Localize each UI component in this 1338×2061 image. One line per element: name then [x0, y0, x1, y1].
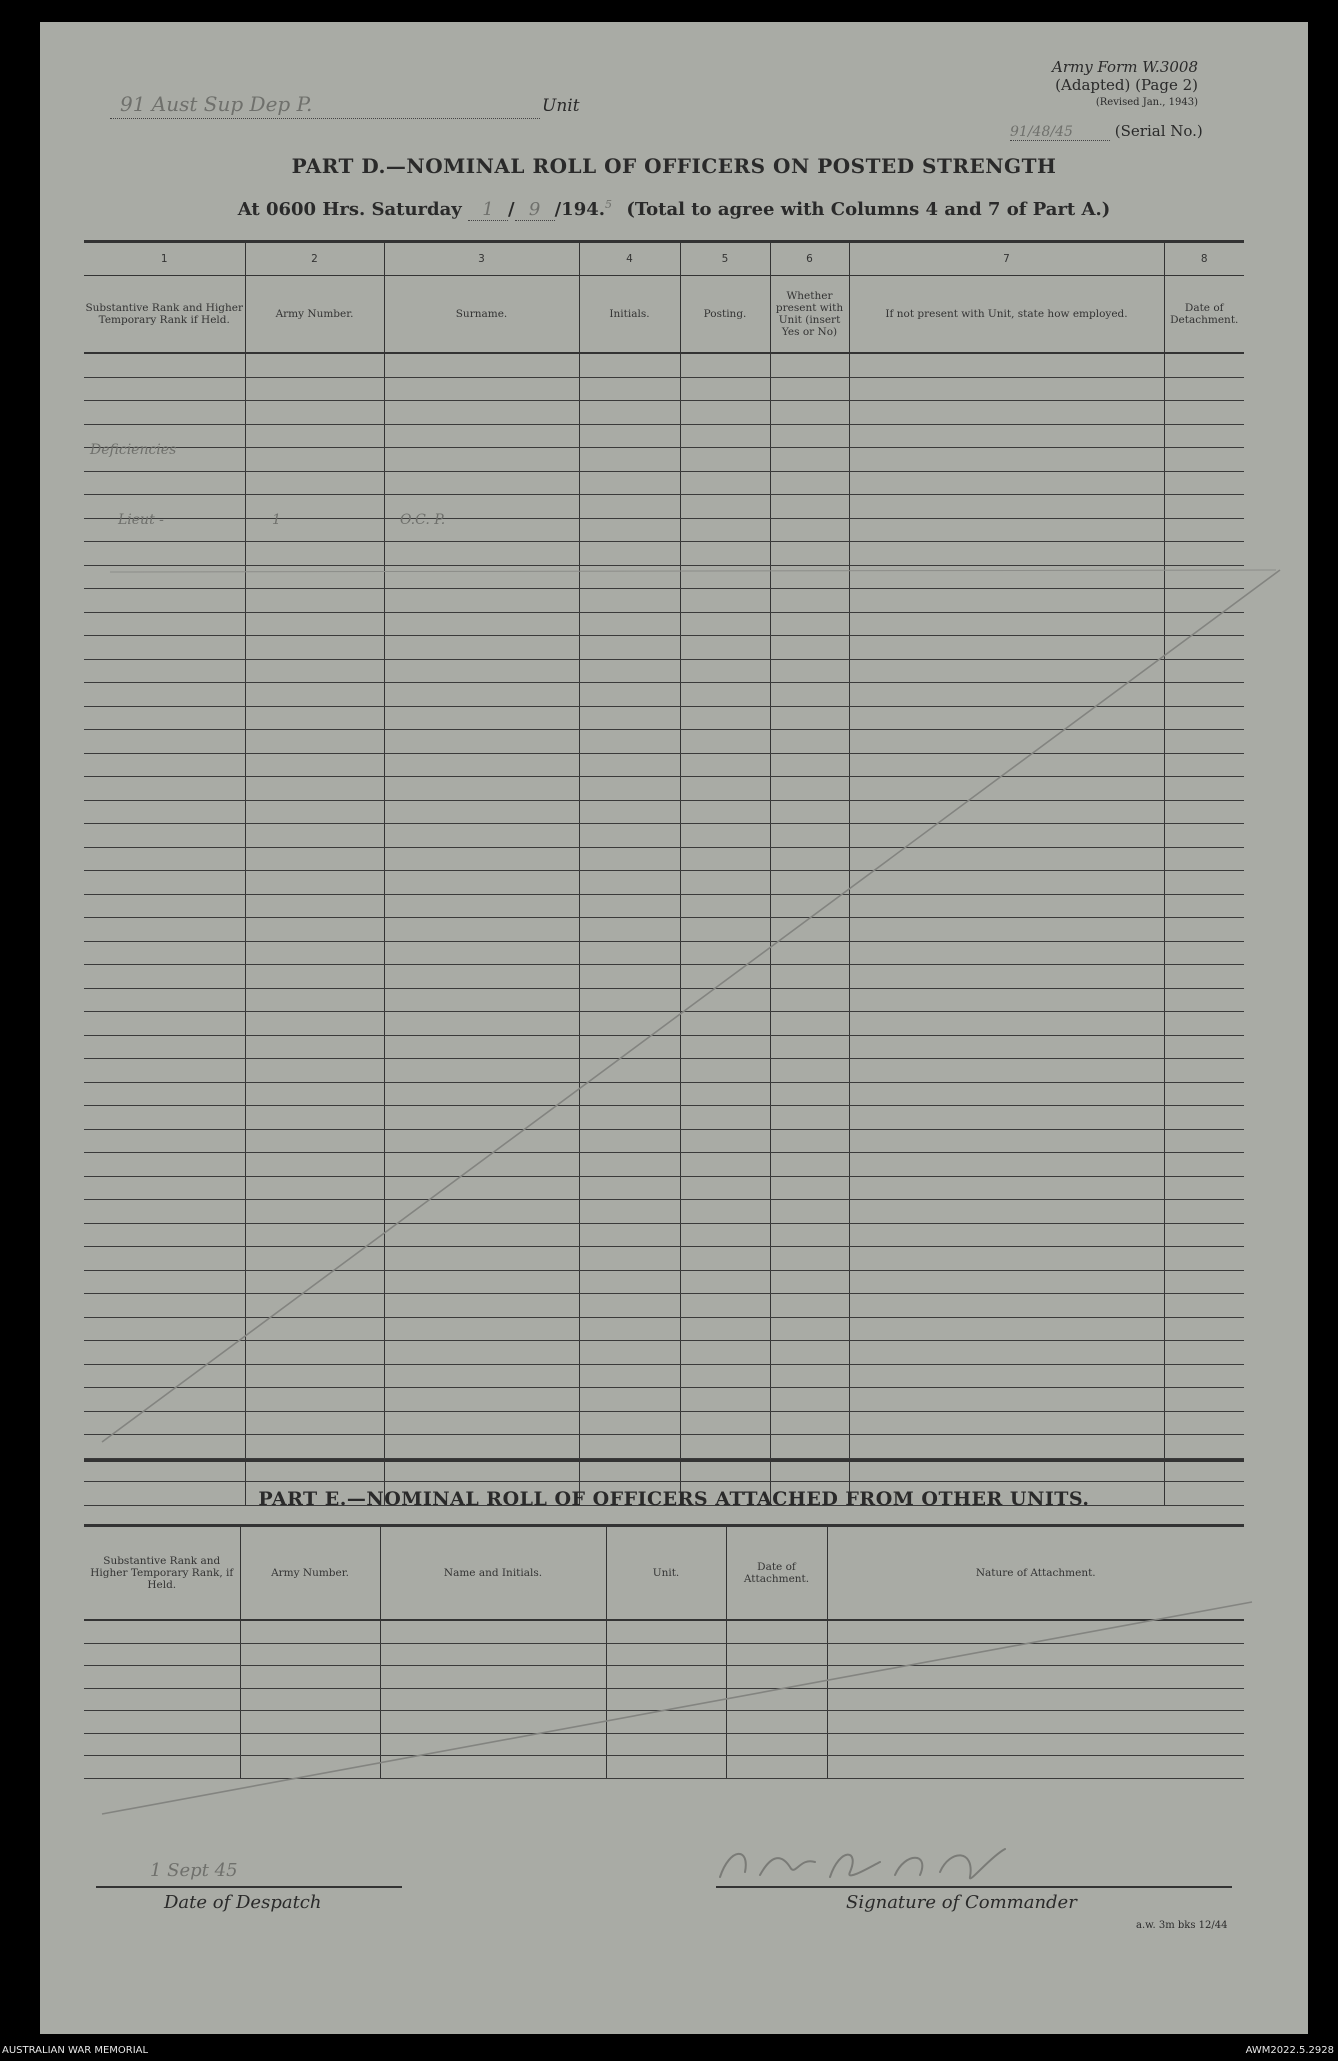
despatch-handwritten: 1 Sept 45 [150, 1860, 238, 1881]
at-text: At 0600 Hrs. Saturday [237, 199, 462, 220]
pencil-note-deficiencies: Deficiencies [90, 442, 177, 458]
e-col-unit: Unit. [606, 1527, 726, 1620]
pencil-strike-lines [40, 22, 1308, 2034]
despatch-label: Date of Despatch [164, 1892, 322, 1913]
serial-handwritten: 91/48/45 [1010, 124, 1110, 141]
form-ref-line2: (Adapted) (Page 2) [1055, 76, 1198, 94]
e-col-army-number: Army Number. [240, 1527, 380, 1620]
e-col-rank: Substantive Rank and Higher Temporary Rank, if Held. [84, 1527, 240, 1620]
date-day: 1 [468, 199, 508, 221]
year-text: /194. [554, 199, 606, 220]
part-d-title: PART D.—NOMINAL ROLL OF OFFICERS ON POSTED STRENGTH [291, 154, 1057, 178]
archive-caption-right: AWM2022.5.2928 [1245, 2045, 1334, 2056]
form-ref-line3: (Revised Jan., 1943) [1095, 97, 1198, 108]
col-label-initials: Initials. [579, 276, 680, 354]
col-num-5: 5 [680, 243, 770, 276]
part-d-subtitle: At 0600 Hrs. Saturday 1 / 9 /194.$^5$ (Total to agree with Columns 4 and 7 of Part A.) [237, 198, 1111, 220]
col-num-6: 6 [770, 243, 849, 276]
col-label-rank: Substantive Rank and Higher Temporary Rank if Held. [84, 276, 245, 354]
col-num-1: 1 [84, 243, 245, 276]
col-label-employed: If not present with Unit, state how employed. [849, 276, 1164, 354]
serial-label: (Serial No.) [1114, 122, 1203, 140]
unit-handwritten: 91 Aust Sup Dep P. [120, 92, 313, 116]
col-label-detachment: Date of Detachment. [1164, 276, 1244, 354]
pencil-note-oc: O.C. P. [400, 512, 446, 528]
pencil-note-rank: Lieut - [118, 512, 164, 528]
date-month: 9 [515, 199, 555, 221]
col-num-7: 7 [849, 243, 1164, 276]
year-hand: 5 [605, 198, 613, 211]
printer-mark: a.w. 3m bks 12/44 [1136, 1920, 1228, 1931]
unit-label: Unit [542, 96, 580, 116]
col-label-present: Whether present with Unit (insert Yes or No) [770, 276, 849, 354]
col-label-posting: Posting. [680, 276, 770, 354]
e-col-attachment-date: Date of Attachment. [726, 1527, 827, 1620]
signature-line [716, 1886, 1232, 1888]
form-ref-line1: Army Form W.3008 [1052, 58, 1198, 76]
col-label-army-number: Army Number. [245, 276, 384, 354]
signature-label: Signature of Commander [846, 1892, 1077, 1913]
col-num-2: 2 [245, 243, 384, 276]
despatch-line [96, 1886, 402, 1888]
commander-signature [700, 1837, 1040, 1892]
e-col-nature: Nature of Attachment. [827, 1527, 1244, 1620]
col-label-surname: Surname. [384, 276, 579, 354]
e-col-name: Name and Initials. [380, 1527, 606, 1620]
col-num-4: 4 [579, 243, 680, 276]
form-page [40, 22, 1308, 2034]
col-num-8: 8 [1164, 243, 1244, 276]
part-e-title: PART E.—NOMINAL ROLL OF OFFICERS ATTACHED FROM OTHER UNITS. [258, 1488, 1090, 1510]
pencil-note-number: 1 [272, 512, 281, 528]
col-num-3: 3 [384, 243, 579, 276]
archive-caption-left: AUSTRALIAN WAR MEMORIAL [2, 2045, 149, 2056]
total-note: (Total to agree with Columns 4 and 7 of Part A.) [626, 199, 1111, 220]
